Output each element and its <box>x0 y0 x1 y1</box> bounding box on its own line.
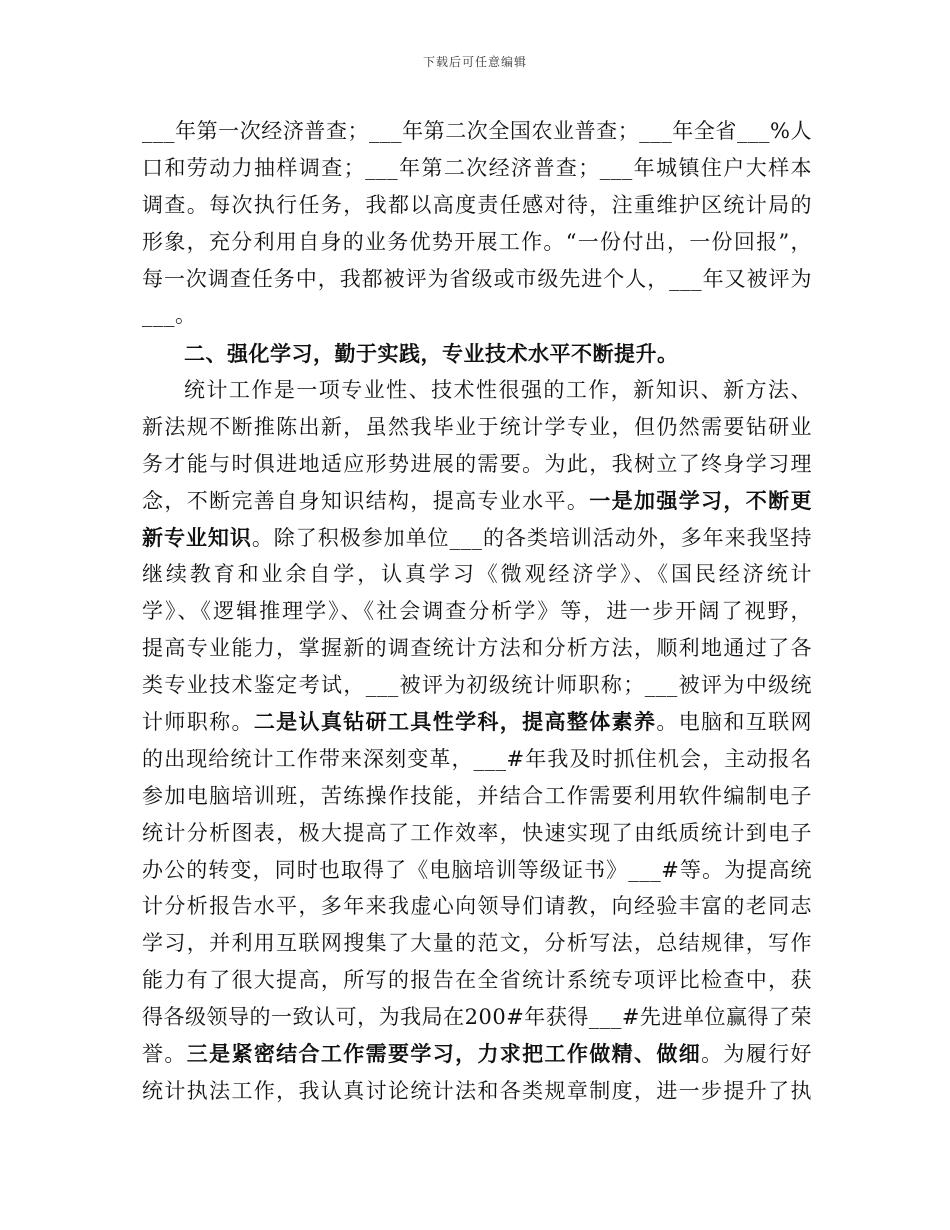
text-line <box>142 704 812 741</box>
text-line: ___年第一次经济普查；___年第二次全国农业普查；___年全省___%人 <box>142 119 812 143</box>
text-line: 办公的转变，同时也取得了《电脑培训等级证书》___#等。为提高统 <box>142 857 812 882</box>
section-heading-block <box>142 336 812 373</box>
text-run: 念，不断完善自身知识结构，提高专业水平。 <box>142 488 590 513</box>
text-line: 新法规不断推陈出新，虽然我毕业于统计学专业，但仍然需要钻研业 <box>142 414 812 439</box>
text-line: 得各级领导的一致认可，为我局在200#年获得___#先进单位赢得了荣 <box>142 1005 812 1030</box>
text-line <box>142 520 812 557</box>
bold-run: 一是加强学习，不断更 <box>589 487 812 513</box>
text-line: 形象，充分利用自身的业务优势开展工作。“一份付出，一份回报”， <box>142 229 812 254</box>
page-header: 下载后可任意编辑 <box>422 55 527 69</box>
text-line: 继续教育和业余自学，认真学习《微观经济学》、《国民经济统计 <box>142 562 812 587</box>
text-line: 口和劳动力抽样调查；___年第二次经济普查；___年城镇住户大样本 <box>142 155 812 180</box>
text-line <box>142 1036 812 1073</box>
text-run: 。电脑和互联网 <box>656 710 812 735</box>
text-line: 提高专业能力，掌握新的调查统计方法和分析方法，顺利地通过了各 <box>142 636 812 661</box>
text-line: 务才能与时俱进地适应形势进展的需要。为此，我树立了终身学习理 <box>142 451 812 476</box>
bold-run: 新专业知识 <box>142 524 252 550</box>
text-line: 统计工作是一项专业性、技术性很强的工作，新知识、新方法、 <box>184 378 812 402</box>
text-line: 类专业技术鉴定考试，___被评为初级统计师职称；___被评为中级统 <box>142 673 812 698</box>
bold-run: 三是紧密结合工作需要学习，力求把工作做精、做细 <box>186 1041 702 1067</box>
text-line: 每一次调查任务中，我都被评为省级或市级先进个人，___年又被评为 <box>142 266 812 291</box>
text-line: 学习，并利用互联网搜集了大量的范文，分析写法，总结规律，写作 <box>142 931 812 956</box>
text-line: 能力有了很大提高，所写的报告在全省统计系统专项评比检查中，获 <box>142 968 812 993</box>
text-run: 计师职称。 <box>142 710 254 735</box>
text-line: 的出现给统计工作带来深刻变革，___#年我及时抓住机会，主动报名 <box>142 746 812 771</box>
paragraph-learning <box>142 372 812 1110</box>
section-heading: 二、强化学习，勤于实践，专业技术水平不断提升。 <box>184 341 679 366</box>
text-run: 。除了积极参加单位___的各类培训活动外，多年来我坚持 <box>251 525 812 550</box>
text-line: 学》、《逻辑推理学》、《社会调查分析学》等，进一步开阔了视野， <box>142 599 812 624</box>
text-run: 。为履行好 <box>701 1042 812 1067</box>
text-line: 统计分析图表，极大提高了工作效率，快速实现了由纸质统计到电子 <box>142 820 812 845</box>
text-line: 计分析报告水平，多年来我虚心向领导们请教，向经验丰富的老同志 <box>142 894 812 919</box>
text-line: 参加电脑培训班，苦练操作技能，并结合工作需要利用软件编制电子 <box>142 783 812 808</box>
text-line: ___。 <box>142 303 197 328</box>
paragraph-surveys <box>142 113 812 334</box>
text-line: 统计执法工作，我认真讨论统计法和各类规章制度，进一步提升了执 <box>142 1078 812 1103</box>
text-line <box>142 483 812 520</box>
text-line: 调查。每次执行任务，我都以高度责任感对待，注重维护区统计局的 <box>142 192 812 217</box>
bold-run: 二是认真钻研工具性学科，提高整体素养 <box>253 709 657 735</box>
text-run: 誉。 <box>142 1042 187 1067</box>
